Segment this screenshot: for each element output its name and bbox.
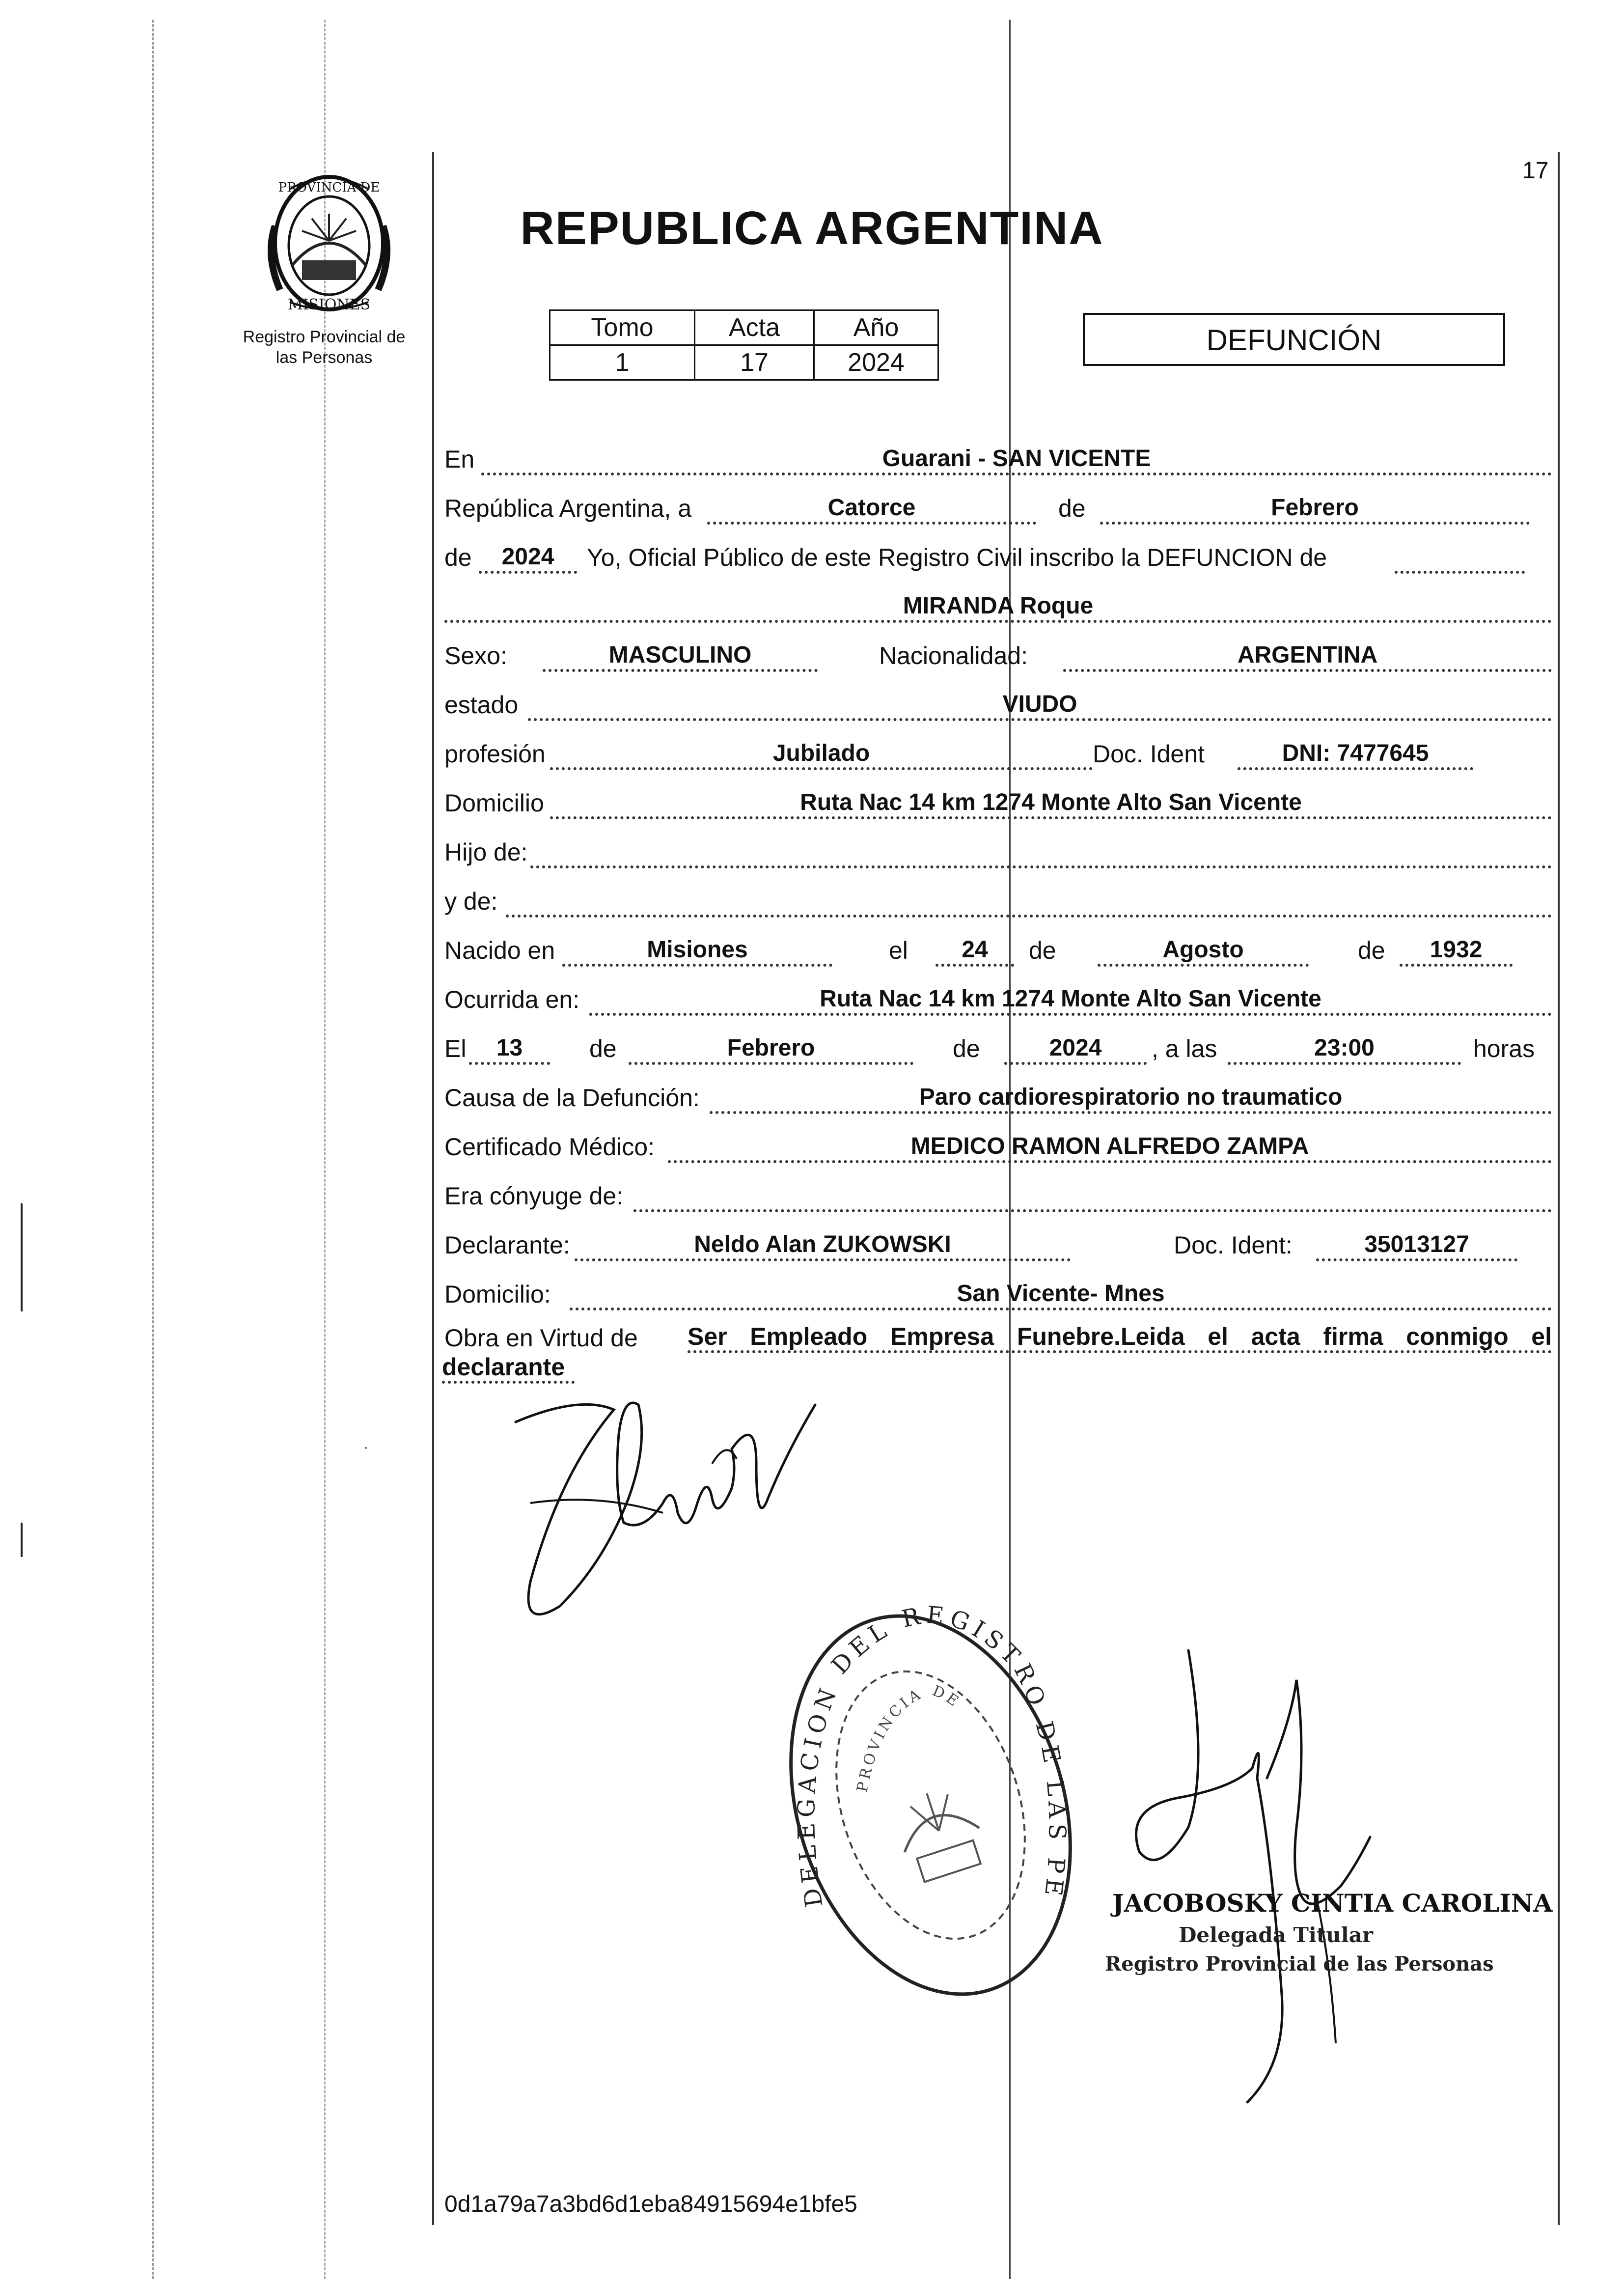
registry-label-line1: Registro Provincial de — [243, 328, 406, 346]
de-label: de — [444, 544, 472, 571]
record-value-acta: 17 — [695, 345, 814, 380]
nacido-label: Nacido en — [444, 937, 555, 964]
def-anio-field: 2024 — [1004, 1034, 1147, 1065]
yde-label: y de: — [444, 888, 498, 915]
declarante-label: Declarante: — [444, 1231, 570, 1259]
nacionalidad-field: ARGENTINA — [1063, 641, 1552, 672]
row-sexo — [440, 624, 1554, 673]
official-office: Registro Provincial de las Personas — [1105, 1952, 1494, 1976]
record-table — [549, 309, 939, 381]
obra-label: Obra en Virtud de — [444, 1324, 638, 1352]
nacido-anio-field: 1932 — [1400, 936, 1513, 967]
yde-field — [506, 887, 1552, 918]
def-dia-field: 13 — [469, 1034, 550, 1065]
row-nacido — [440, 919, 1554, 968]
registry-oval-stamp — [769, 1587, 1093, 2024]
row-obra — [440, 1309, 1554, 1381]
scan-margin-mark — [21, 1523, 23, 1557]
nacido-mes-field: Agosto — [1098, 936, 1309, 967]
republica-label: República Argentina, a — [444, 495, 692, 522]
de-label: de — [1358, 937, 1385, 964]
domicilio-field: Ruta Nac 14 km 1274 Monte Alto San Vicente — [550, 789, 1552, 819]
domicilio-label: Domicilio — [444, 789, 544, 817]
row-ocurrida — [440, 968, 1554, 1017]
doc-ident2-label: Doc. Ident: — [1174, 1231, 1293, 1259]
estado-field: VIUDO — [528, 691, 1552, 721]
stamp-inner-text: PROVINCIA DE — [853, 1681, 964, 1794]
ocurrida-field: Ruta Nac 14 km 1274 Monte Alto San Vicente — [589, 985, 1552, 1016]
sexo-field: MASCULINO — [543, 641, 818, 672]
hijo-label: Hijo de: — [444, 838, 528, 866]
row-profesion — [440, 722, 1554, 771]
row-declarante — [440, 1213, 1554, 1262]
seal-bottom-text: MISIONES — [287, 296, 371, 313]
document-hash: 0d1a79a7a3bd6d1eba84915694e1bfe5 — [444, 2191, 857, 2217]
nacido-dia-field: 24 — [936, 936, 1014, 967]
scan-margin-mark — [21, 1203, 23, 1311]
nacionalidad-label: Nacionalidad: — [879, 642, 1028, 669]
ocurrida-label: Ocurrida en: — [444, 986, 580, 1013]
seal-top-text: PROVINCIA DE — [278, 180, 380, 195]
row-domicilio — [440, 771, 1554, 820]
document-type-box: DEFUNCIÓN — [1083, 313, 1505, 366]
row-deceased-name — [440, 575, 1554, 624]
record-value-anio: 2024 — [814, 345, 938, 380]
record-value-tomo: 1 — [550, 345, 695, 380]
frame-right-border — [1558, 152, 1560, 2225]
hijo-field — [530, 838, 1552, 868]
causa-field: Paro cardiorespiratorio no traumatico — [710, 1084, 1552, 1114]
declarante-field: Neldo Alan ZUKOWSKI — [575, 1231, 1071, 1261]
svg-text:DELEGACION DEL REGISTRO DE LAS — [769, 1587, 1071, 1909]
estado-label: estado — [444, 691, 519, 719]
frame-left-border — [432, 152, 434, 2225]
row-domicilio2 — [440, 1262, 1554, 1311]
de-label: de — [1029, 937, 1056, 964]
document-title: REPUBLICA ARGENTINA — [520, 202, 1104, 254]
row-causa — [440, 1066, 1554, 1115]
doc-ident-field: DNI: 7477645 — [1238, 740, 1473, 770]
horas-label: horas — [1473, 1035, 1535, 1062]
row-oficial — [440, 526, 1554, 575]
domicilio2-field: San Vicente- Mnes — [570, 1280, 1552, 1310]
deceased-name-field: MIRANDA Roque — [444, 592, 1552, 623]
def-hora-field: 23:00 — [1228, 1034, 1461, 1065]
el-label: El — [444, 1035, 467, 1062]
scan-margin-mark — [152, 20, 155, 2279]
el-label: el — [889, 937, 908, 964]
row-certificado — [440, 1115, 1554, 1164]
place-field: Guarani - SAN VICENTE — [481, 445, 1552, 475]
row-fecha-defuncion — [440, 1017, 1554, 1066]
profesion-field: Jubilado — [550, 740, 1093, 770]
official-signature — [1125, 1621, 1400, 2112]
nacido-en-field: Misiones — [562, 936, 832, 967]
domicilio2-label: Domicilio: — [444, 1281, 551, 1308]
svg-text:PROVINCIA DE — [853, 1682, 963, 1793]
conyuge-label: Era cónyuge de: — [444, 1182, 624, 1210]
year-field: 2024 — [479, 543, 577, 574]
oficial-text: Yo, Oficial Público de este Registro Civil inscribo la DEFUNCION de — [587, 544, 1327, 571]
official-name: JACOBOSKY CINTIA CAROLINA — [1112, 1889, 1553, 1918]
row-conyuge — [440, 1164, 1554, 1213]
registry-label-line2: las Personas — [275, 348, 373, 367]
de-label: de — [953, 1035, 980, 1062]
profesion-label: profesión — [444, 740, 546, 768]
month-written-field: Febrero — [1100, 494, 1530, 525]
page-number: 17 — [1522, 158, 1549, 184]
certificado-label: Certificado Médico: — [444, 1133, 655, 1161]
row-hijo — [440, 820, 1554, 869]
record-header-acta: Acta — [695, 310, 814, 345]
obra-field-line2: declarante — [442, 1353, 575, 1384]
record-header-anio: Año — [814, 310, 938, 345]
de-label: de — [1058, 495, 1086, 522]
official-role: Delegada Titular — [1179, 1923, 1374, 1947]
stamp-outer-text: DELEGACION DEL REGISTRO DE LAS PE — [793, 1601, 1071, 1909]
row-yde — [440, 869, 1554, 919]
conyuge-field — [633, 1182, 1552, 1212]
en-label: En — [444, 445, 475, 473]
de-label: de — [589, 1035, 617, 1062]
page-mark: · — [363, 1439, 368, 1455]
alas-label: , a las — [1152, 1035, 1217, 1062]
row-estado — [440, 673, 1554, 722]
doc-ident2-field: 35013127 — [1316, 1231, 1517, 1261]
causa-label: Causa de la Defunción: — [444, 1084, 700, 1112]
row-date — [440, 476, 1554, 526]
doc-ident-label: Doc. Ident — [1093, 740, 1205, 768]
registry-label — [221, 327, 427, 368]
row-place — [440, 427, 1554, 476]
obra-field-line1: Ser Empleado Empresa Funebre.Leida el acta firma conmigo el — [688, 1323, 1552, 1353]
record-header-tomo: Tomo — [550, 310, 695, 345]
oficial-tail-field — [1395, 543, 1525, 574]
sexo-label: Sexo: — [444, 642, 507, 669]
day-written-field: Catorce — [707, 494, 1036, 525]
certificado-field: MEDICO RAMON ALFREDO ZAMPA — [668, 1133, 1552, 1163]
def-mes-field: Febrero — [629, 1034, 913, 1065]
